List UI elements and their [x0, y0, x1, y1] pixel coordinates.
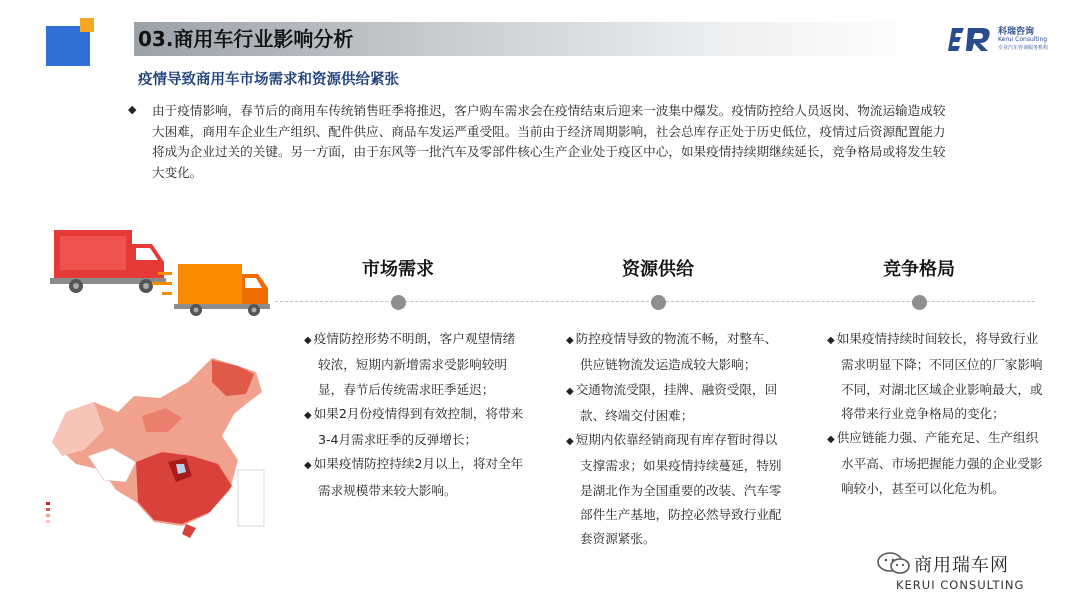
diamond-bullet-icon: ◆ — [304, 409, 312, 421]
title-decoration-blue-square — [46, 26, 90, 66]
timeline-dot-3 — [912, 295, 927, 310]
list-item: ◆ 交通物流受限，挂牌、融资受限，回款、终端交付困难； — [566, 381, 778, 423]
diamond-bullet-icon: ◆ — [566, 436, 574, 448]
intro-paragraph: 由于疫情影响，春节后的商用车传统销售旺季将推迟，客户购车需求会在疫情结束后迎来一波集中爆发。疫情防控给人员返岗、物流运输造成较大困难，商用车企业生产组织、配件供应、商品车发运严重受阻。当前由于经济周期影响，社会总库存正处于历史低位，疫情过后资源配置能力将成为企业过关的关键。另一方面，由于东风等一批汽车及零部件核心生产企业处于疫区中心，如果疫情持续期继续延长，竞争格局或将发生较大变化。 — [152, 103, 946, 180]
market-demand-list — [304, 327, 524, 503]
section-heading-market-demand: 市场需求 — [362, 259, 434, 280]
resource-supply-list — [566, 327, 786, 552]
list-item: ◆ 供应链能力强、产能充足、生产组织水平高、市场把握能力强的企业受影响较小，甚至可以化危为机。 — [827, 430, 1043, 496]
diamond-bullet-icon: ◆ — [304, 460, 312, 472]
wechat-icon — [876, 550, 912, 576]
logo-english-name: Kerui Consulting — [998, 36, 1048, 43]
diamond-bullet-icon: ◆ — [827, 434, 835, 446]
china-epidemic-map — [42, 352, 282, 542]
red-truck-icon — [50, 230, 166, 293]
competition-list — [827, 327, 1049, 501]
intro-bullet-icon: ◆ — [128, 103, 137, 116]
diamond-bullet-icon: ◆ — [304, 335, 312, 346]
diamond-bullet-icon: ◆ — [566, 385, 574, 397]
diamond-bullet-icon: ◆ — [566, 335, 574, 346]
list-item: ◆ 如果疫情持续时间较长，将导致行业需求明显下降；不同区位的厂家影响不同，对湖北区域企业影响最大，或将带来行业竞争格局的变化； — [827, 331, 1043, 421]
list-item: ◆ 短期内依靠经销商现有库存暂时得以支撑需求；如果疫情持续蔓延，特别是湖北作为全国重要的改装、汽车零部件生产基地，防控必然导致行业配套资源紧张。 — [566, 432, 782, 547]
timeline-dot-1 — [391, 295, 406, 310]
logo-tagline: 专业汽车咨询服务机构 — [998, 45, 1049, 51]
section-heading-resource-supply: 资源供给 — [622, 259, 694, 280]
list-item: ◆ 防控疫情导致的物流不畅，对整车、供应链物流发运造成较大影响； — [566, 331, 778, 373]
list-item: ◆ 如果疫情防控持续2月以上，将对全年需求规模带来较大影响。 — [304, 456, 524, 498]
list-item: ◆ 如果2月份疫情得到有效控制，将带来3-4月需求旺季的反弹增长； — [304, 405, 524, 448]
watermark-english: KERUI CONSULTING — [896, 578, 1025, 592]
watermark-chinese: 商用瑞车网 — [914, 555, 1009, 576]
list-item: ◆ 疫情防控形势不明朗，客户观望情绪较浓，短期内新增需求受影响较明显，春节后传统需求旺季延迟； — [304, 331, 516, 397]
title-decoration-orange-square — [80, 18, 94, 32]
page-subtitle: 疫情导致商用车市场需求和资源供给紧张 — [138, 72, 399, 88]
timeline-dot-2 — [651, 295, 666, 310]
logo-name: 科瑞咨询 — [998, 27, 1035, 37]
section-heading-competition: 竞争格局 — [883, 259, 955, 280]
trucks-illustration — [46, 222, 276, 322]
diamond-bullet-icon: ◆ — [827, 335, 835, 346]
page-title: 03.商用车行业影响分析 — [138, 27, 354, 51]
orange-truck-icon — [152, 264, 270, 316]
